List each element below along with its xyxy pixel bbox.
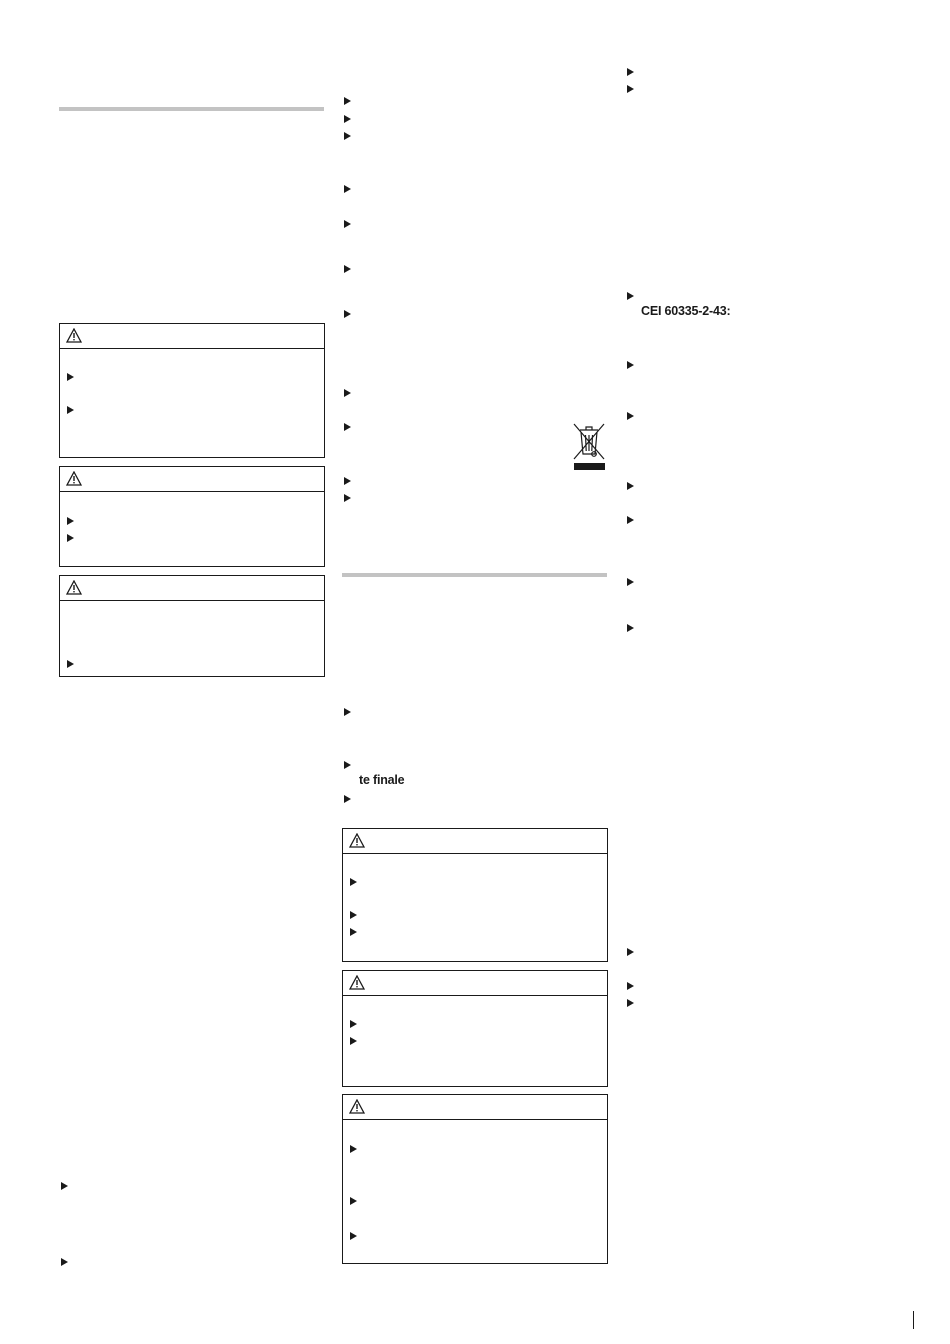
warning-triangle-icon [349,1099,365,1114]
warning-box-header [343,829,607,854]
bullet-arrow-icon [344,761,351,769]
warning-box-header [60,467,324,492]
warning-box [342,970,608,1087]
warning-box-header [343,1095,607,1120]
bullet-arrow-icon [344,477,351,485]
bullet-arrow-icon [344,708,351,716]
bullet-arrow-icon [350,878,357,886]
bullet-arrow-icon [350,1020,357,1028]
warning-box-header [60,324,324,349]
bullet-arrow-icon [627,982,634,990]
bullet-arrow-icon [627,624,634,632]
bullet-arrow-icon [627,68,634,76]
bullet-arrow-icon [627,516,634,524]
warning-box [342,1094,608,1264]
warning-triangle-icon [66,328,82,343]
bullet-arrow-icon [350,1145,357,1153]
bullet-arrow-icon [627,999,634,1007]
bullet-arrow-icon [67,534,74,542]
bullet-arrow-icon [344,423,351,431]
standard-reference: CEI 60335-2-43: [641,304,731,318]
bullet-arrow-icon [627,412,634,420]
bullet-arrow-icon [344,494,351,502]
warning-triangle-icon [349,833,365,848]
bullet-arrow-icon [350,1037,357,1045]
warning-box-header [60,576,324,601]
bullet-arrow-icon [627,292,634,300]
warning-box [59,575,325,677]
warning-triangle-icon [66,471,82,486]
bullet-arrow-icon [344,265,351,273]
warning-triangle-icon [66,580,82,595]
section-rule [342,573,607,577]
bullet-arrow-icon [61,1258,68,1266]
bullet-arrow-icon [350,911,357,919]
bullet-arrow-icon [627,482,634,490]
page-marker [913,1311,914,1329]
bullet-arrow-icon [627,85,634,93]
bullet-arrow-icon [350,928,357,936]
bullet-arrow-icon [344,795,351,803]
bullet-arrow-icon [350,1197,357,1205]
bullet-arrow-icon [350,1232,357,1240]
warning-triangle-icon [349,975,365,990]
warning-box [342,828,608,962]
bullet-arrow-icon [344,310,351,318]
crossed-out-wheelie-bin-icon [571,421,607,473]
bullet-arrow-icon [627,948,634,956]
bullet-arrow-icon [344,132,351,140]
bullet-arrow-icon [61,1182,68,1190]
bullet-arrow-icon [344,389,351,397]
warning-box [59,466,325,567]
bullet-arrow-icon [67,373,74,381]
bullet-arrow-icon [67,406,74,414]
warning-box-header [343,971,607,996]
warning-box [59,323,325,458]
bullet-arrow-icon [67,517,74,525]
bullet-arrow-icon [67,660,74,668]
bullet-arrow-icon [627,578,634,586]
bullet-arrow-icon [344,97,351,105]
section-rule [59,107,324,111]
text-fragment: te finale [359,773,405,787]
bullet-arrow-icon [344,115,351,123]
bullet-arrow-icon [344,185,351,193]
bullet-arrow-icon [627,361,634,369]
bullet-arrow-icon [344,220,351,228]
